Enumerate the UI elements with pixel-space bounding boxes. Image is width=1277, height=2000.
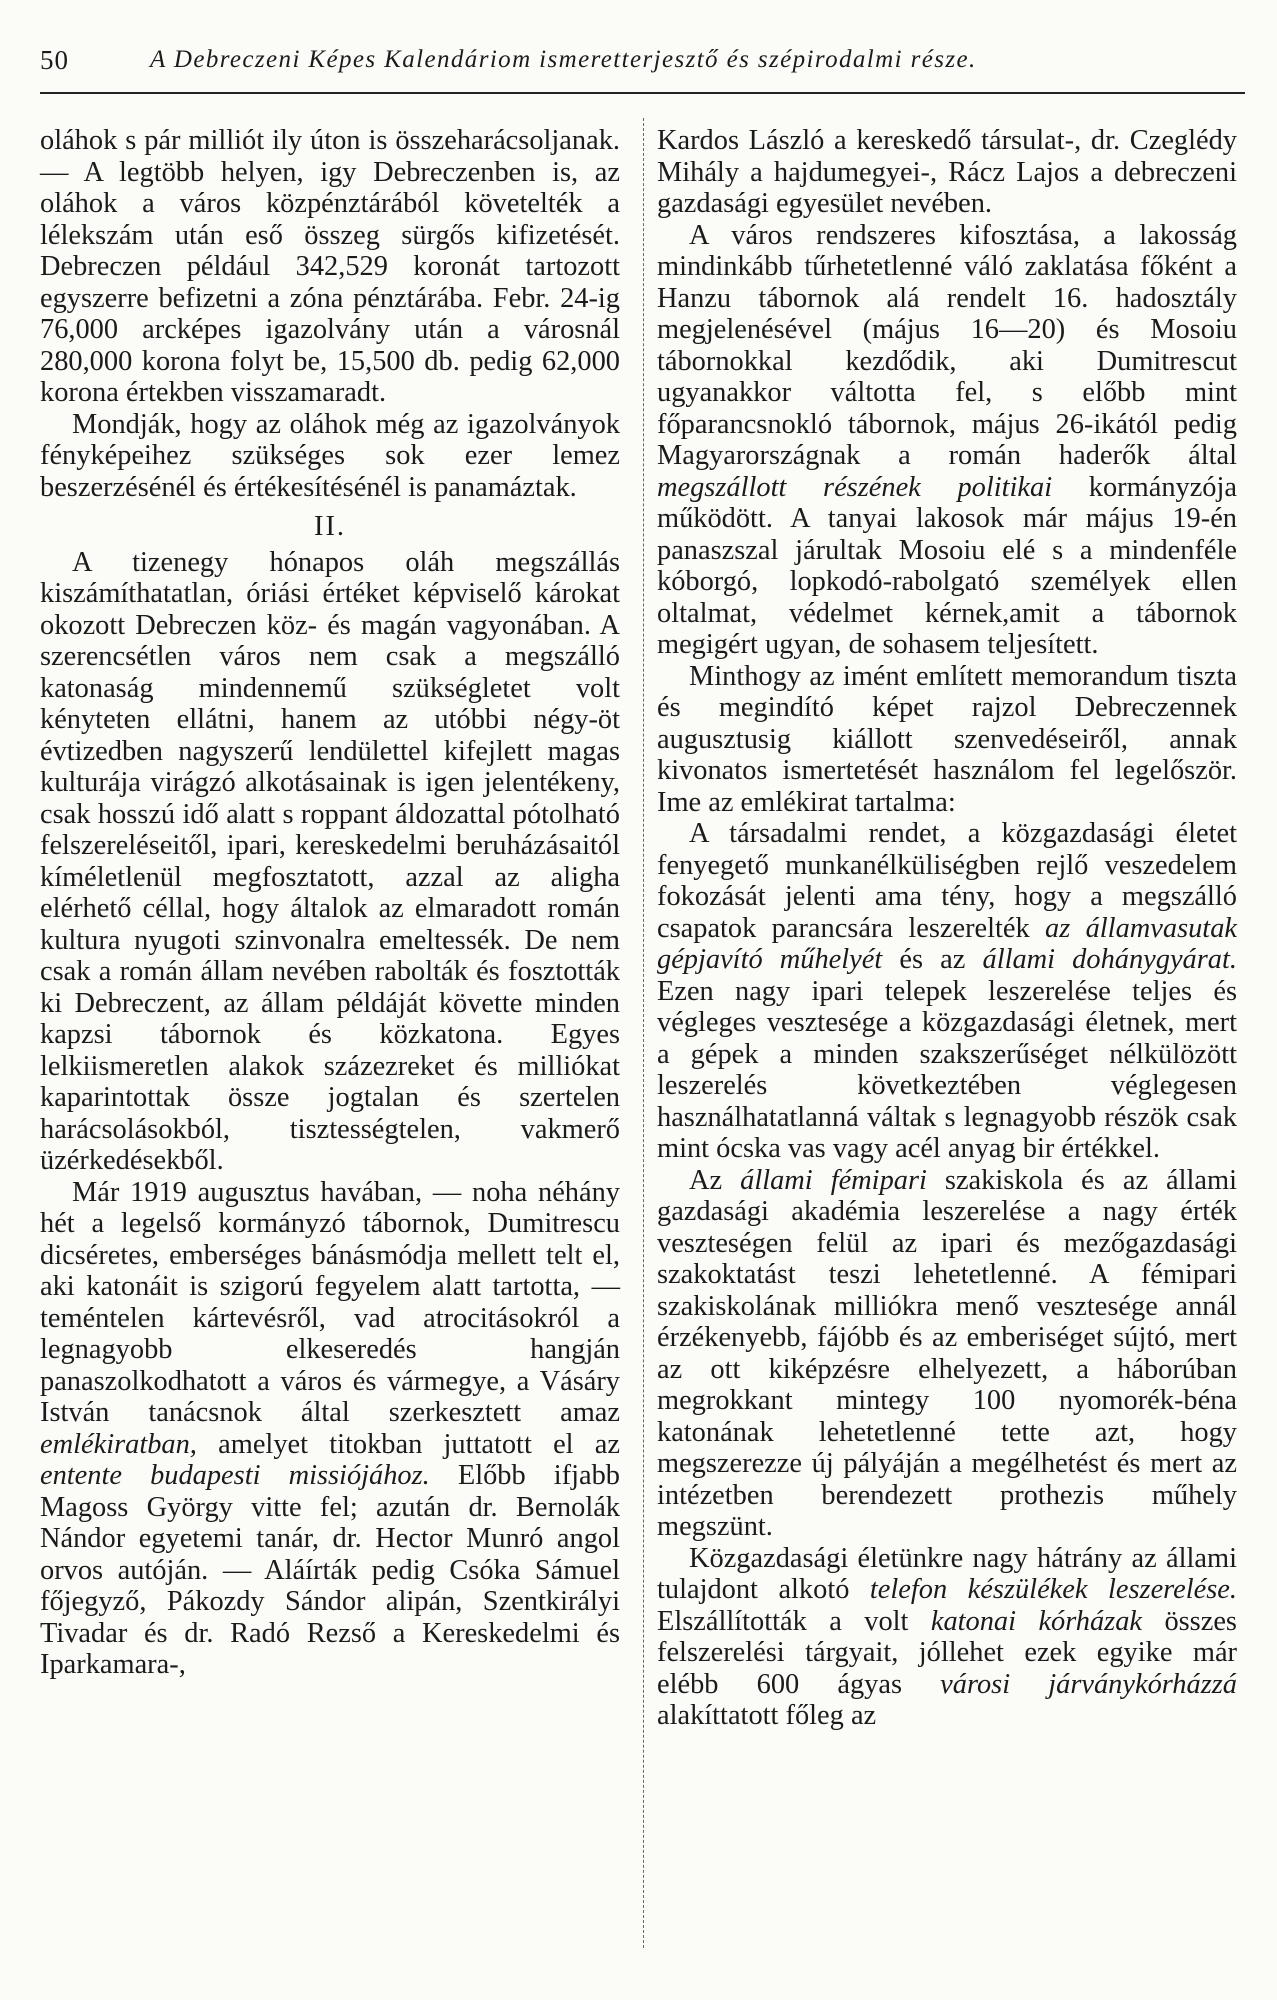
paragraph: Mondják, hogy az oláhok még az igazolványok fényképeihez szükséges sok ezer lemez beszerzésénél és értékesítésénél is panamáztak. <box>40 408 620 503</box>
text-run: összes felszerelési tárgyait, jóllehet ezek egyike már elébb 600 ágyas <box>657 1605 1237 1700</box>
italic-text: entente budapesti missiójához. <box>40 1460 430 1491</box>
text-run: amelyet titokban juttatott el az <box>196 1428 620 1460</box>
text-run: Előbb ifjabb Magoss György vitte fel; azután dr. Bernolák Nándor egyetemi tanár, dr. Hector Munró angol orvos autóján. — Aláírták pedig Csóka Sámuel főjegyző, Pákozdy Sándor alipán, Szentkirályi Tivadar és dr. Radó Rezső a Kereskedelmi és Iparkamara-, <box>40 1460 620 1680</box>
text-run: Az <box>689 1164 741 1196</box>
italic-text: katonai kórházak <box>930 1605 1143 1637</box>
italic-text: állami fémipari <box>740 1164 927 1196</box>
text-run: Elszállították a volt <box>657 1605 931 1637</box>
italic-text: telefon készülékek leszerelése. <box>869 1574 1237 1605</box>
header-rule <box>40 92 1245 94</box>
italic-text: városi járványkórházzá <box>940 1668 1237 1700</box>
italic-text: állami dohánygyárat. <box>982 944 1237 975</box>
paragraph <box>40 1177 620 1681</box>
section-heading: II. <box>313 511 346 542</box>
italic-text: megszállott részének politikai <box>657 471 1053 503</box>
page-header <box>40 40 1240 80</box>
left-column <box>40 125 620 1681</box>
right-column <box>657 125 1237 1732</box>
page-number: 50 <box>40 45 69 75</box>
paragraph: oláhok s pár milliót ily úton is összeharácsoljanak. — A legtöbb helyen, igy Debreczenben is, az oláhok a város közpénztárából követelték a lélekszám után eső összeg sürgős kifizetését. Debreczen például 342,529 koronát tartozott egyszerre befizetni a zóna pénztárába. Febr. 24-ig 76,000 arcképes igazolvány után a városnál 280,000 korona folyt be, 15,500 db. pedig 62,000 korona értekben visszamaradt. <box>40 125 620 408</box>
paragraph <box>657 1543 1237 1732</box>
paragraph <box>657 1165 1237 1543</box>
running-title: A Debreczeni Képes Kalendáriom ismeretterjesztő és szépirodalmi része. <box>150 46 977 73</box>
paragraph: A tizenegy hónapos oláh megszállás kiszámíthatatlan, óriási értéket képviselő károkat okozott Debreczen köz- és magán vagyonában. A szerencsétlen város nem csak a megszálló katonaság mindennemű szükségletet volt kényteten ellátni, hanem az utóbbi négy-öt évtizedben nagyszerű lendülettel kifejlett magas kulturája virágzó alkotásainak is igen jelentékeny, csak hosszú idő alatt s roppant áldozattal pótolható felszereléseitől, ipari, kereskedelmi beruházásaitól kíméletlenül megfosztatott, azzal az aligha elérhető céllal, hogy általok az elmaradott román kultura nyugoti szinvonalra emeltessék. De nem csak a román állam nevében rabolták és fosztották ki Debreczent, az állam példáját követte minden kapzsi tábornok és közkatona. Egyes lelkiismeretlen alakok százezreket és milliókat kaparintottak össze jogtalan és szertelen harácsolásokból, tisztességtelen, vakmerő üzérkedésekből. <box>40 546 620 1176</box>
paragraph <box>657 220 1237 661</box>
paragraph <box>657 818 1237 1165</box>
text-run: szakiskola és az állami gazdasági akadémia leszerelése a nagy érték veszteségen felül az ipari és mezőgazdasági szakoktatást teszi lehetetlenné. A fémipari szakiskolának milliókra menő vesztesége annál érzékenyebb, fájóbb és az emberiséget sújtó, mert az ott kiképzésre elhelyezett, a háborúban megrokkant mintegy 100 nyomorék-béna katonának lehetetlenné tette azt, hogy megszerezze új pályáján a megélhetést és mert az intézetben berendezett prothezis műhely megszünt. <box>657 1164 1237 1542</box>
italic-text: az államvasutak gépjavító műhelyét <box>657 912 1237 975</box>
text-run: és az <box>882 944 983 975</box>
text-run: alakíttatott főleg az <box>657 1700 877 1731</box>
paragraph: Minthogy az imént említett memorandum tiszta és megindító képet rajzol Debreczennek augusztusig kiállott szenvedéseiről, annak kivonatos ismertetését használom fel legelőször. Ime az emlékirat tartalma: <box>657 660 1237 818</box>
text-run: kormányzója működött. A tanyai lakosok már május 19-én panaszszal járultak Mosoiu elé s a mindenféle kóborgó, lopkodó-rabolgató személyek ellen oltalmat, védelmet kérnek,amit a tábornok megigért ugyan, de sohasem teljesített. <box>657 471 1237 660</box>
paragraph: Kardos László a kereskedő társulat-, dr. Czeglédy Mihály a hajdumegyei-, Rácz Lajos a debreczeni gazdasági egyesület nevében. <box>657 125 1237 219</box>
text-run: Ezen nagy ipari telepek leszerelése teljes és végleges vesztesége a közgazdasági életnek, mert a gépek a minden szakszerűséget nélkülözött leszerelés következtében véglegesen használhatatlanná váltak s legnagyobb részök csak mint ócska vas vagy acél anyag bir értékkel. <box>657 975 1237 1164</box>
text-run: Már 1919 augusztus havában, — noha néhány hét a legelső kormányzó tábornok, Dumitrescu dicséretes, emberséges bánásmódja mellett telt el, aki katonáit is szigorú fegyelem alatt tartotta, — teméntelen kártevésről, vad atrocitásokról a legnagyobb elkeseredés hangján panaszolkodhatott a város és vármegye, a Vásáry István tanácsnok által szerkesztett amaz <box>40 1176 620 1428</box>
text-run: A társadalmi rendet, a közgazdasági életet fenyegető munkanélküliségben rejlő veszedelem fokozását jelenti ama tény, hogy a megszálló csapatok parancsára leszerelték <box>657 818 1237 944</box>
text-run: Közgazdasági életünkre nagy hátrány az állami tulajdont alkotó <box>657 1542 1237 1605</box>
italic-text: emlékiratban, <box>40 1428 197 1460</box>
column-divider <box>643 118 644 1948</box>
text-run: A város rendszeres kifosztása, a lakosság mindinkább tűrhetetlenné váló zaklatása főként a Hanzu tábornok alá rendelt 16. hadosztály megjelenésével (május 16—20) és Mosoiu tábornokkal kezdődik, aki Dumitrescut ugyanakkor váltotta fel, s előbb mint főparancsnokló tábornok, május 26-ikától pedig Magyarországnak a román haderők által <box>657 219 1237 471</box>
